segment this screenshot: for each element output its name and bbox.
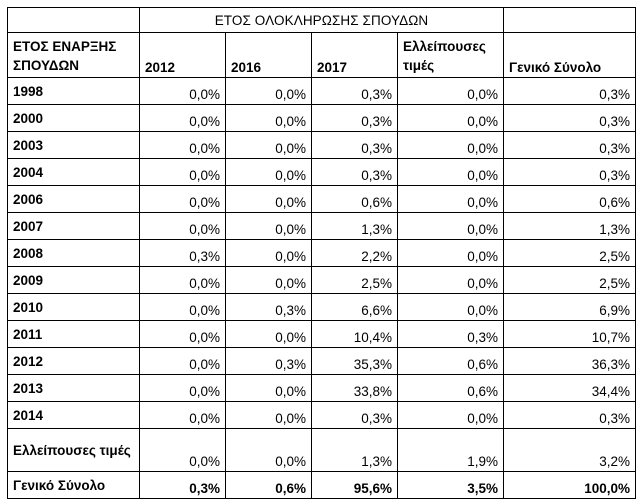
table-cell: 0,0%: [140, 186, 226, 213]
row-label: Γενικό Σύνολο: [8, 472, 140, 499]
table-cell: 0,3%: [504, 132, 636, 159]
header-corner-cell: [8, 8, 140, 33]
row-label: 1998: [8, 78, 140, 105]
table-cell: 2,5%: [504, 267, 636, 294]
table-row: [8, 105, 636, 132]
row-label: 2014: [8, 402, 140, 429]
crosstab-container: [7, 7, 636, 499]
table-cell: 0,6%: [398, 348, 504, 375]
header-row-top: [8, 8, 636, 33]
table-cell: 95,6%: [312, 472, 398, 499]
table-cell: 0,0%: [140, 321, 226, 348]
table-cell: 0,3%: [140, 472, 226, 499]
table-cell: 0,0%: [226, 402, 312, 429]
header-empty-cell: [504, 8, 636, 33]
table-cell: 0,3%: [226, 294, 312, 321]
table-cell: 0,3%: [398, 321, 504, 348]
table-cell: 10,4%: [312, 321, 398, 348]
table-cell: 0,0%: [140, 348, 226, 375]
table-cell: 0,0%: [398, 159, 504, 186]
table-cell: 0,6%: [398, 375, 504, 402]
completion-year-group-header: ΕΤΟΣ ΟΛΟΚΛΗΡΩΣΗΣ ΣΠΟΥΔΩΝ: [140, 8, 504, 33]
column-header-missing: Ελλείπουσες τιμές: [398, 33, 504, 78]
table-cell: 0,0%: [226, 159, 312, 186]
row-label: 2010: [8, 294, 140, 321]
column-header-grand-total: Γενικό Σύνολο: [504, 33, 636, 78]
table-cell: 0,0%: [398, 267, 504, 294]
table-cell: 0,3%: [504, 78, 636, 105]
table-cell: 0,0%: [140, 213, 226, 240]
table-cell: 0,6%: [504, 186, 636, 213]
column-header-2016: 2016: [226, 33, 312, 78]
table-cell: 0,3%: [504, 402, 636, 429]
table-cell: 1,3%: [312, 429, 398, 472]
table-cell: 0,0%: [226, 213, 312, 240]
row-label: 2007: [8, 213, 140, 240]
row-label: 2013: [8, 375, 140, 402]
row-label: 2009: [8, 267, 140, 294]
table-cell: 0,0%: [398, 78, 504, 105]
table-cell: 0,6%: [226, 472, 312, 499]
table-cell: 0,0%: [140, 78, 226, 105]
table-row: [8, 132, 636, 159]
table-cell: 2,5%: [504, 240, 636, 267]
table-cell: 0,3%: [226, 348, 312, 375]
table-cell: 0,0%: [140, 105, 226, 132]
table-cell: 0,0%: [140, 267, 226, 294]
table-cell: 0,0%: [140, 132, 226, 159]
column-header-2012: 2012: [140, 33, 226, 78]
row-label: 2011: [8, 321, 140, 348]
table-cell: 0,0%: [140, 159, 226, 186]
table-cell: 0,0%: [226, 105, 312, 132]
table-cell: 36,3%: [504, 348, 636, 375]
table-cell: 6,9%: [504, 294, 636, 321]
table-cell: 0,0%: [226, 267, 312, 294]
table-row: [8, 267, 636, 294]
table-cell: 0,0%: [398, 240, 504, 267]
row-label: 2006: [8, 186, 140, 213]
table-cell: 0,3%: [312, 132, 398, 159]
table-cell: 10,7%: [504, 321, 636, 348]
table-cell: 35,3%: [312, 348, 398, 375]
table-cell: 1,3%: [312, 213, 398, 240]
grand-total-row: [8, 472, 636, 499]
row-label: 2000: [8, 105, 140, 132]
table-cell: 0,3%: [312, 159, 398, 186]
table-row: [8, 213, 636, 240]
table-cell: 0,0%: [398, 294, 504, 321]
table-cell: 2,5%: [312, 267, 398, 294]
table-cell: 0,0%: [398, 402, 504, 429]
table-cell: 0,0%: [140, 375, 226, 402]
header-row-columns: [8, 33, 636, 78]
table-cell: 0,6%: [312, 186, 398, 213]
table-cell: 1,9%: [398, 429, 504, 472]
table-row: [8, 375, 636, 402]
table-cell: 100,0%: [504, 472, 636, 499]
row-label: 2012: [8, 348, 140, 375]
table-row: [8, 321, 636, 348]
table-cell: 1,3%: [504, 213, 636, 240]
row-label: 2004: [8, 159, 140, 186]
table-row: [8, 186, 636, 213]
table-cell: 0,3%: [504, 159, 636, 186]
table-cell: 0,3%: [312, 105, 398, 132]
table-cell: 0,0%: [226, 78, 312, 105]
table-cell: 0,0%: [226, 321, 312, 348]
table-body: [8, 8, 636, 499]
table-row: [8, 402, 636, 429]
table-cell: 6,6%: [312, 294, 398, 321]
table-cell: 33,8%: [312, 375, 398, 402]
table-cell: 0,0%: [226, 375, 312, 402]
table-row: [8, 159, 636, 186]
table-row: [8, 429, 636, 472]
table-cell: 0,0%: [398, 186, 504, 213]
table-cell: 0,0%: [140, 294, 226, 321]
table-cell: 0,3%: [140, 240, 226, 267]
table-cell: 34,4%: [504, 375, 636, 402]
table-cell: 3,2%: [504, 429, 636, 472]
table-row: [8, 348, 636, 375]
table-cell: 0,0%: [226, 429, 312, 472]
table-cell: 2,2%: [312, 240, 398, 267]
column-header-2017: 2017: [312, 33, 398, 78]
row-label: 2003: [8, 132, 140, 159]
table-row: [8, 294, 636, 321]
table-cell: 0,3%: [312, 78, 398, 105]
table-cell: 0,0%: [226, 186, 312, 213]
start-year-row-header: ΕΤΟΣ ΕΝΑΡΞΗΣ ΣΠΟΥΔΩΝ: [8, 33, 140, 78]
table-cell: 0,0%: [398, 213, 504, 240]
row-label: Ελλείπουσες τιμές: [8, 429, 140, 472]
row-label: 2008: [8, 240, 140, 267]
table-cell: 0,0%: [140, 402, 226, 429]
table-cell: 0,0%: [226, 132, 312, 159]
table-cell: 0,3%: [312, 402, 398, 429]
enrollment-completion-table: [7, 7, 636, 499]
table-row: [8, 78, 636, 105]
table-cell: 0,0%: [398, 105, 504, 132]
table-cell: 0,0%: [226, 240, 312, 267]
table-cell: 0,0%: [398, 132, 504, 159]
table-cell: 0,3%: [504, 105, 636, 132]
table-cell: 3,5%: [398, 472, 504, 499]
table-cell: 0,0%: [140, 429, 226, 472]
table-row: [8, 240, 636, 267]
